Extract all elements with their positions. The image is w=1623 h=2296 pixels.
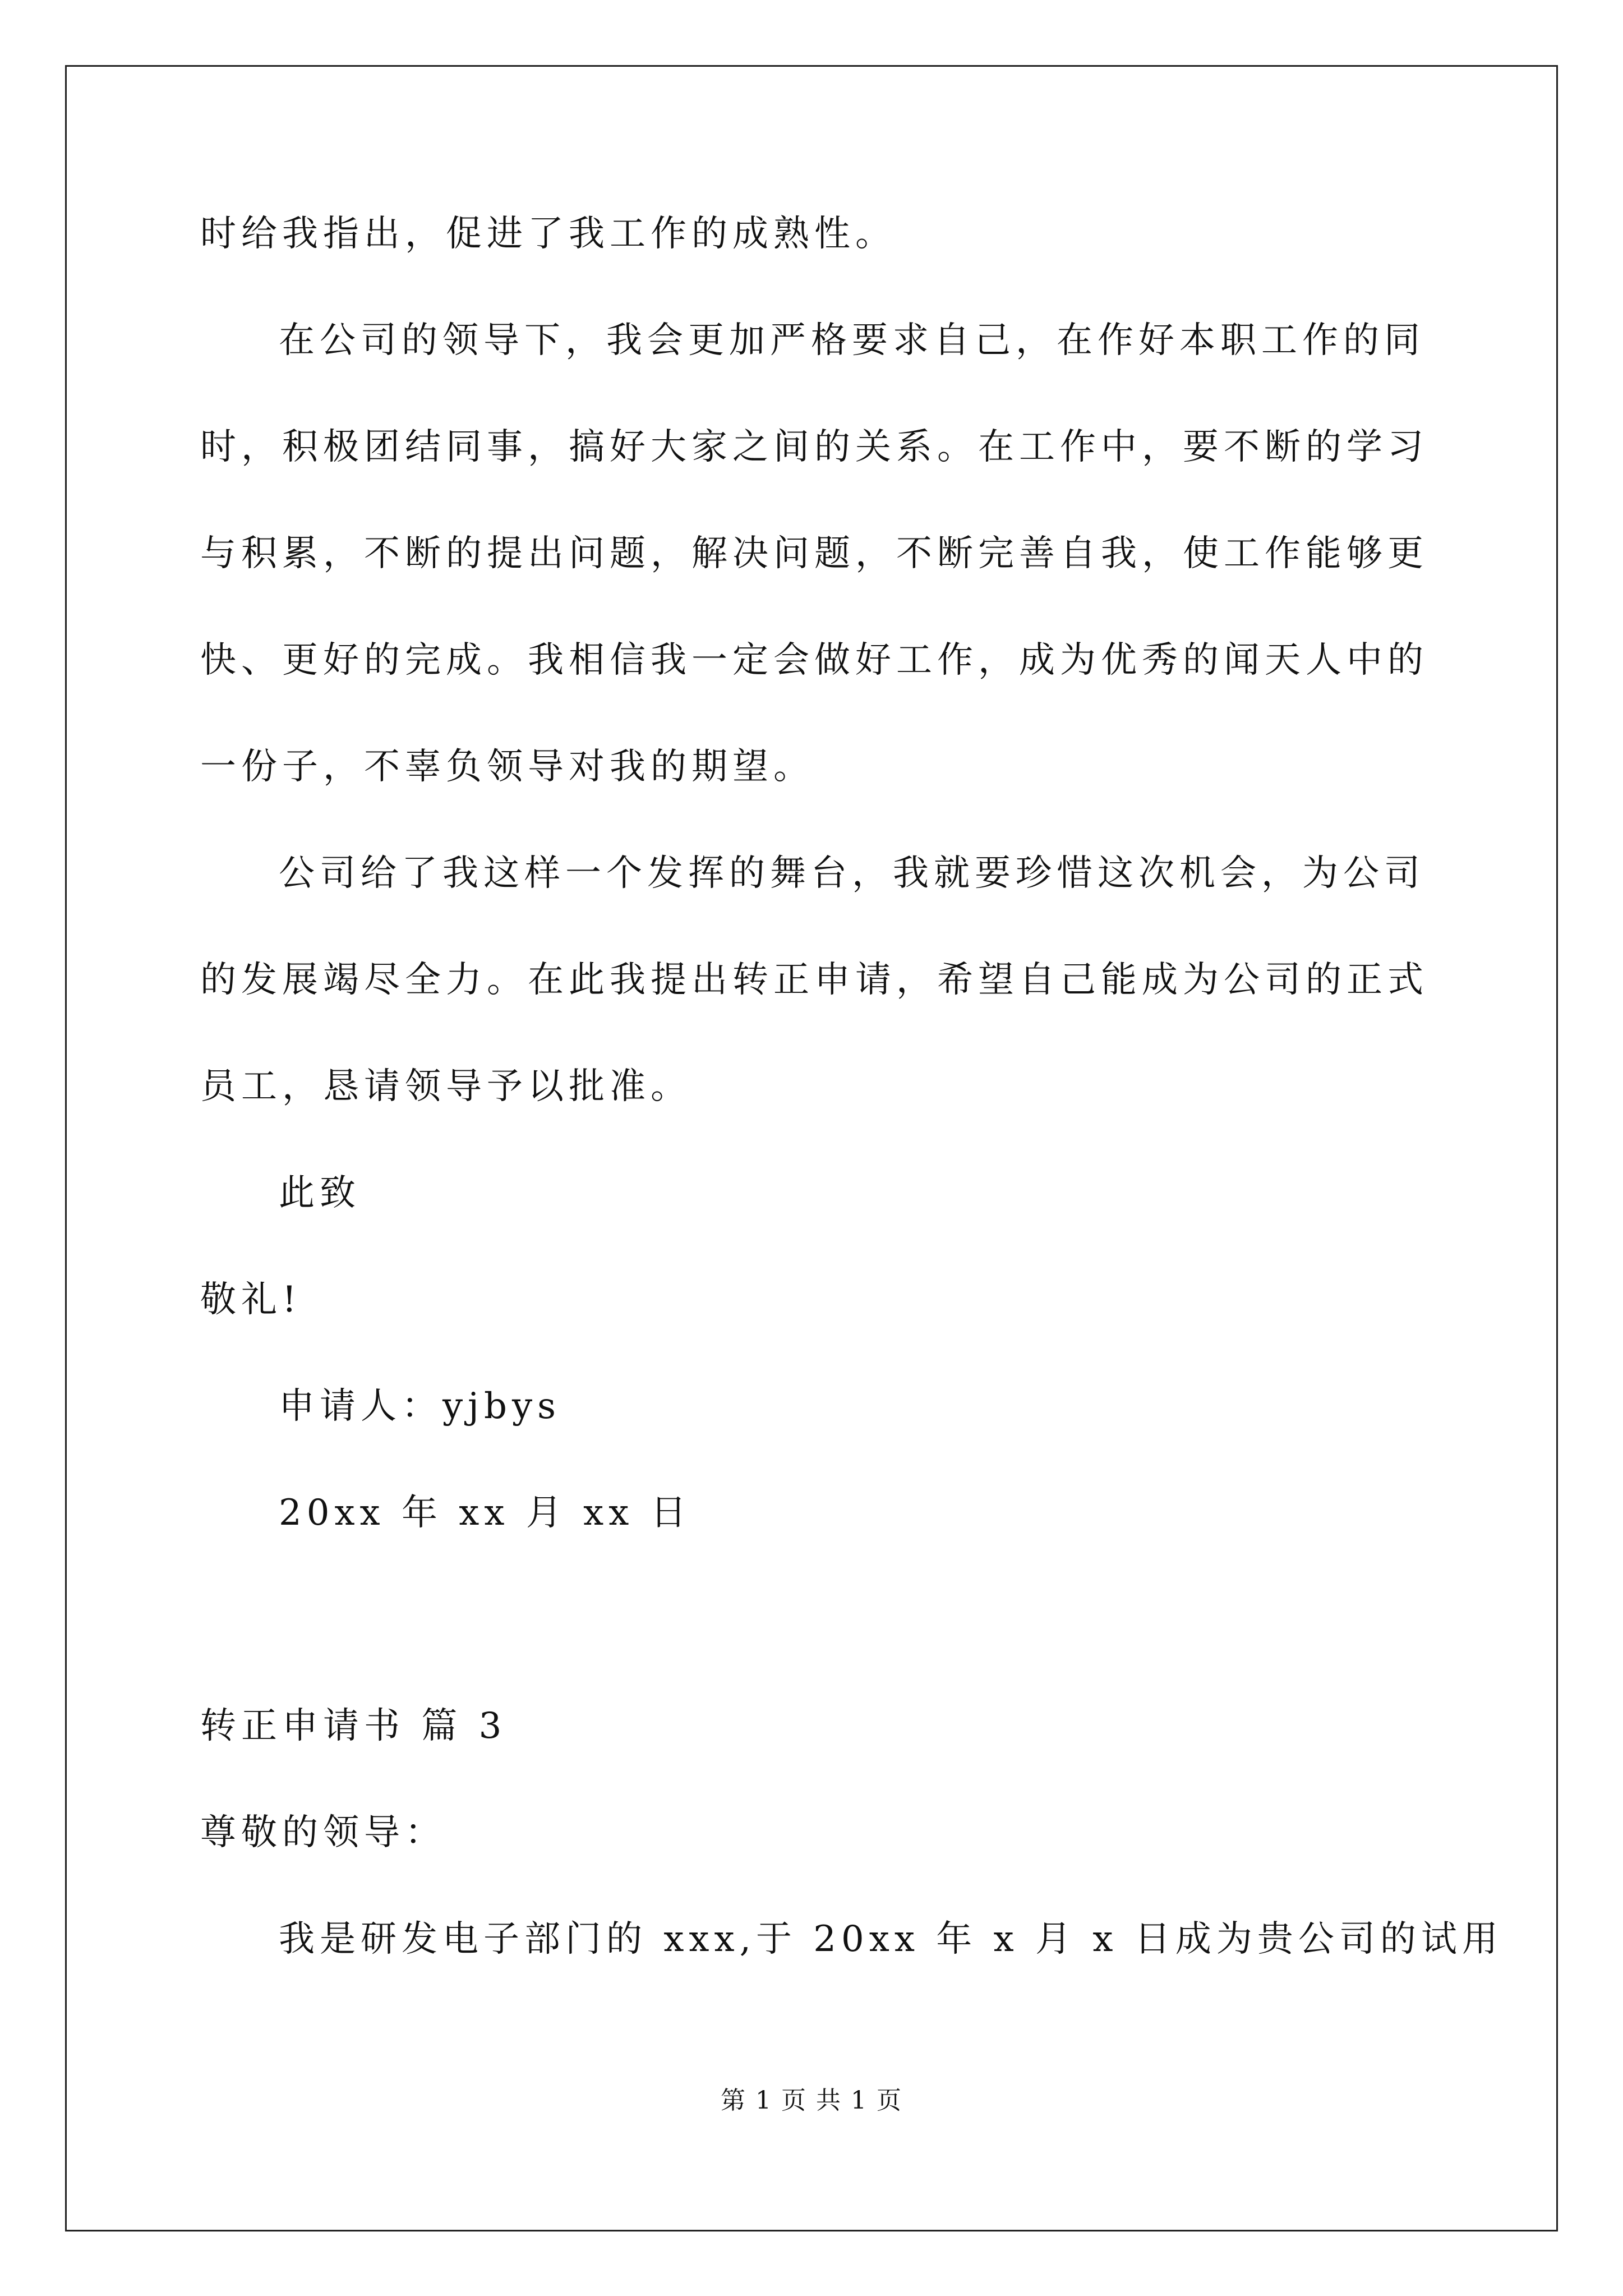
greeting-line: 尊敬的领导： (200, 1812, 446, 1853)
body-line-5: 快、更好的完成。我相信我一定会做好工作，成为优秀的闻天人中的 (200, 639, 1428, 681)
applicant-line: 申请人：yjbys (279, 1386, 561, 1427)
page-footer: 第 1 页 共 1 页 (721, 2086, 902, 2115)
body-line-7: 公司给了我这样一个发挥的舞台，我就要珍惜这次机会，为公司 (279, 853, 1425, 894)
date-line: 20xx 年 xx 月 xx 日 (279, 1492, 691, 1534)
body-line-1: 时给我指出，促进了我工作的成熟性。 (200, 213, 896, 255)
closing-regards: 敬礼! (200, 1279, 302, 1320)
body-line-6: 一份子，不辜负领导对我的期望。 (200, 746, 814, 788)
section-title: 转正申请书 篇 3 (200, 1705, 507, 1747)
body-line-4: 与积累，不断的提出问题，解决问题，不断完善自我，使工作能够更 (200, 533, 1428, 574)
page-border (65, 65, 1558, 2231)
body-line-9: 员工，恳请领导予以批准。 (200, 1066, 691, 1107)
body-line-8: 的发展竭尽全力。在此我提出转正申请，希望自己能成为公司的正式 (200, 959, 1428, 1001)
closing-salutation: 此致 (279, 1172, 361, 1214)
body-line-3: 时，积极团结同事，搞好大家之间的关系。在工作中，要不断的学习 (200, 426, 1428, 468)
body-line-2: 在公司的领导下，我会更加严格要求自己，在作好本职工作的同 (279, 320, 1425, 361)
body-line-10: 我是研发电子部门的 xxx,于 20xx 年 x 月 x 日成为贵公司的试用 (279, 1918, 1503, 1960)
